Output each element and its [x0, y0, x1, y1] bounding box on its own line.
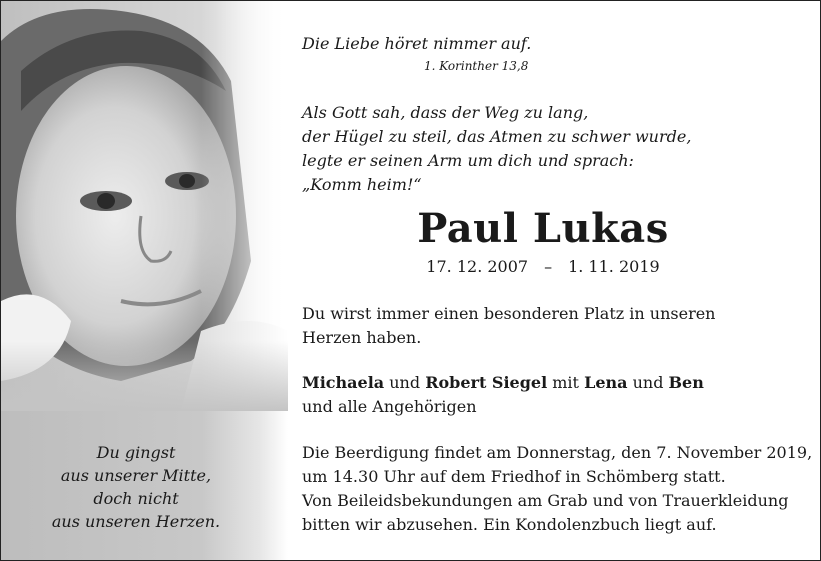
relatives-line: und alle Angehörigen [302, 397, 477, 416]
birth-date: 17. 12. 2007 [426, 257, 529, 276]
farewell-quote-line: Du gingst [96, 443, 176, 462]
deceased-name: Paul Lukas [417, 205, 669, 252]
mourner-name: Robert Siegel [425, 373, 548, 392]
farewell-quote-line: aus unseren Herzen. [51, 512, 221, 531]
mourner-name: Lena [584, 373, 628, 392]
mourner-name: Ben [668, 373, 704, 392]
bible-motto: Die Liebe höret nimmer auf. [302, 34, 532, 53]
mourners-line [302, 371, 704, 395]
poem-line: „Komm heim!“ [302, 175, 422, 194]
portrait-photo [1, 1, 288, 411]
bible-reference: 1. Korinther 13,8 [424, 59, 529, 73]
poem-line: Als Gott sah, dass der Weg zu lang, [302, 103, 589, 122]
mourners-block [302, 371, 704, 419]
connector-text: und [627, 373, 669, 392]
funeral-line: bitten wir abzusehen. Ein Kondolenzbuch liegt auf. [302, 515, 717, 534]
message-line: Du wirst immer einen besonderen Platz in unseren [302, 304, 716, 323]
life-dates [302, 257, 784, 276]
farewell-quote [1, 441, 271, 533]
funeral-line: Von Beileidsbekundungen am Grab und von Trauerkleidung [302, 491, 789, 510]
mourner-name: Michaela [302, 373, 385, 392]
connector-text: mit [547, 373, 585, 392]
message-line: Herzen haben. [302, 328, 422, 347]
funeral-line: um 14.30 Uhr auf dem Friedhof in Schömberg statt. [302, 467, 726, 486]
memorial-message [302, 302, 715, 350]
funeral-info [302, 441, 812, 537]
left-panel [1, 1, 288, 560]
connector-text: und [384, 373, 426, 392]
farewell-quote-line: doch nicht [93, 489, 179, 508]
poem-line: der Hügel zu steil, das Atmen zu schwer wurde, [302, 127, 692, 146]
poem [302, 101, 691, 197]
date-dash: – [544, 257, 553, 276]
poem-line: legte er seinen Arm um dich und sprach: [302, 151, 634, 170]
death-date: 1. 11. 2019 [568, 257, 660, 276]
farewell-quote-line: aus unserer Mitte, [60, 466, 212, 485]
funeral-line: Die Beerdigung findet am Donnerstag, den 7. November 2019, [302, 443, 813, 462]
